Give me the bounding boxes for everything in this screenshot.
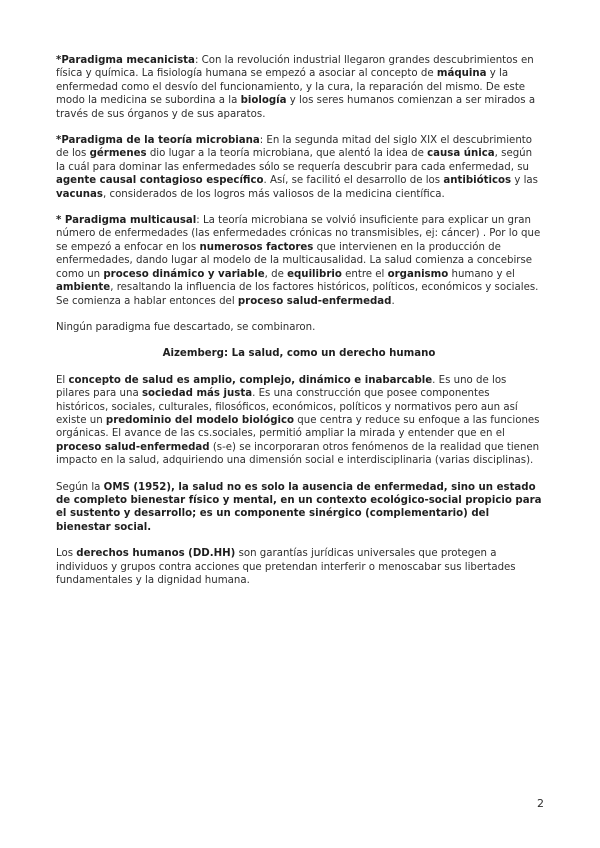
section-heading: Aizemberg: La salud, como un derecho humano	[162, 348, 436, 360]
paragraph-who-definition: Según la OMS (1952), la salud no es solo la ausencia de enfermedad, sino un estado de completo bienestar físico y mental, en un contexto ecológico-social propicio para el sustento y desarrollo; es un componente sinérgico (complementario) del bienestar social.	[56, 481, 542, 533]
paragraph-mechanicist: *Paradigma mecanicista: Con la revolución industrial llegaron grandes descubrimientos en física y química. La fisiología humana se empezó a asociar al concepto de máquina y la enfermedad como el desvío del funcionamiento, y la cura, la reparación del mismo. De este modo la medicina se subordina a la biología y los seres humanos comienzan a ser mirados a través de sus órganos y de sus aparatos.	[56, 55, 536, 120]
paragraph-microbial-theory: *Paradigma de la teoría microbiana: En la segunda mitad del siglo XIX el descubrimiento de los gérmenes dio lugar a la teoría microbiana, que alentó la idea de causa única, según la cuál para dominar las enfermedades sólo se requería descubrir para cada enfermedad, su agente causal contagioso específico. Así, se facilitó el desarrollo de los antibióticos y las vacunas, considerados de los logros más valiosos de la medicina científica.	[56, 135, 538, 200]
page-number: 2	[537, 797, 544, 810]
paragraph-combined: Ningún paradigma fue descartado, se combinaron.	[56, 321, 316, 333]
paragraph-human-rights: Los derechos humanos (DD.HH) son garantías jurídicas universales que protegen a individuos y grupos contra acciones que pretendan interferir o menoscabar sus libertades fundamentales y la dignidad humana.	[56, 548, 516, 586]
document-body	[56, 54, 542, 600]
paragraph-health-concept: El concepto de salud es amplio, complejo, dinámico e inabarcable. Es uno de los pilares para una sociedad más justa. Es una construcción que posee componentes históricos, sociales, culturales, filosóficos, económicos, políticos y normativos pero aun así existe un predominio del modelo biológico que centra y reduce su enfoque a las funciones orgánicas. El avance de las cs.sociales, permitió ampliar la mirada y entender que en el proceso salud-enfermedad (s-e) se incorporaran otros fenómenos de la realidad que tienen impacto en la salud, adquiriendo una dimensión social e interdisciplinaria (varias disciplinas).	[56, 374, 540, 467]
paragraph-multicausal: * Paradigma multicausal: La teoría microbiana se volvió insuficiente para explicar un gran número de enfermedades (las enfermedades crónicas no transmisibles, ej: cáncer) . Por lo que se empezó a enfocar en los numerosos factores que intervienen en la producción de enfermedades, dando lugar al modelo de la multicausalidad. La salud comienza a concebirse como un proceso dinámico y variable, de equilibrio entre el organismo humano y el ambiente, resaltando la influencia de los factores históricos, políticos, económicos y sociales. Se comienza a hablar entonces del proceso salud-enfermedad.	[56, 215, 541, 307]
